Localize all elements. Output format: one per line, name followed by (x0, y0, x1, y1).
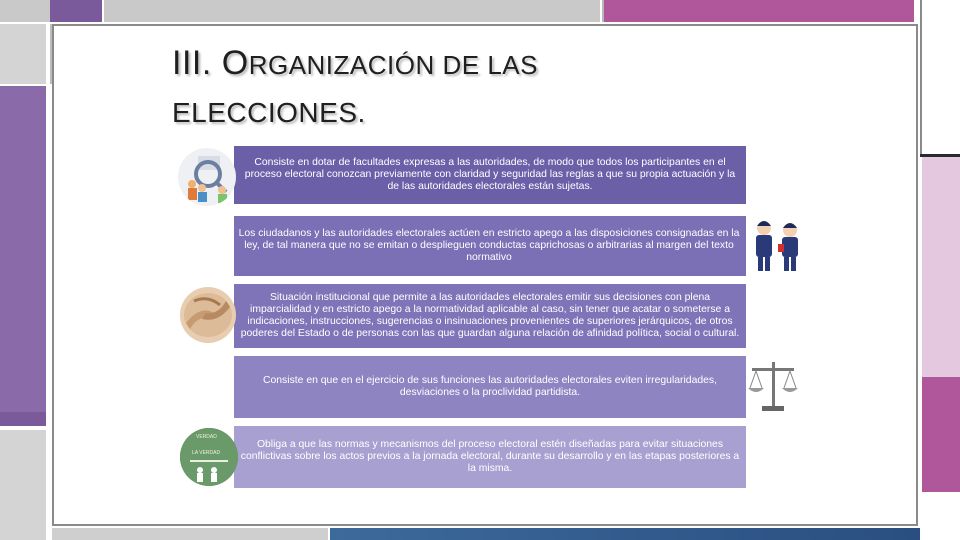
scale-icon (744, 356, 802, 416)
frame-magenta-right (922, 377, 960, 492)
frame-gray-top-left (0, 0, 50, 22)
principle-bar-4 (234, 356, 746, 418)
frame-purple-top (50, 0, 102, 22)
frame-gray-left-1 (0, 24, 46, 84)
principle-text: Obliga a que las normas y mecanismos del proceso electoral estén diseñadas para evitar situaciones conflictivas sobre los actos previos a la jornada electoral, durante su desarrollo y en las etapas posteriores a la misma. (240, 439, 740, 474)
frame-gray-left-bottom (0, 430, 46, 540)
principle-text: Consiste en dotar de facultades expresas a las autoridades, de modo que todos los participantes en el proceso electoral conozcan previamente con claridad y seguridad las reglas a que su propia actuación y la de las autoridades electorales están sujetas. (244, 157, 736, 192)
principle-bar-2 (234, 216, 746, 276)
principle-text: Los ciudadanos y las autoridades electorales actúen en estricto apego a las disposiciones consignadas en la ley, de tal manera que no se emitan o desplieguen conductas caprichosas o arbitrarias al margen del texto normativo (238, 228, 740, 263)
board-label-top: VERDAD (196, 434, 217, 440)
title-line-2: ELECCIONES. (172, 97, 366, 128)
frame-magenta-top (604, 0, 914, 22)
magnifier-people-icon (178, 148, 236, 206)
frame-gray-top (104, 0, 600, 22)
officials-icon (748, 214, 808, 276)
frame-gray-right-top (920, 0, 960, 154)
frame-purple-left (0, 86, 46, 412)
frame-gray-bottom (52, 528, 328, 540)
frame-white-right-bottom (922, 492, 960, 540)
truth-board-icon (180, 428, 238, 486)
frame-blue-bottom (330, 528, 920, 540)
frame-purple-left-strip (0, 412, 46, 426)
board-label-bottom: LA VERDAD (192, 450, 221, 456)
principle-text: Consiste en que en el ejercicio de sus funciones las autoridades electorales eviten irregularidades, desviaciones o la proclividad partidista. (263, 375, 717, 398)
principle-bar-5 (234, 426, 746, 488)
principle-bar-3 (234, 284, 746, 348)
hands-icon (180, 287, 236, 343)
page-title (172, 40, 772, 136)
principle-bar-1 (234, 146, 746, 204)
title-line-1: III. ORGANIZACIÓN DE LAS (172, 44, 538, 82)
principle-text: Situación institucional que permite a las autoridades electorales emitir sus decisiones con plena imparcialidad y en estricto apego a la normatividad aplicable al caso, sin tener que acatar o someterse a indicaciones, instrucciones, sugerencias o insinuaciones provenientes de superiores jerárquicos, de otros poderes del Estado o de personas con las que guardan alguna relación de afinidad política, social o cultural. (240, 292, 740, 339)
frame-pink-right (922, 157, 960, 377)
